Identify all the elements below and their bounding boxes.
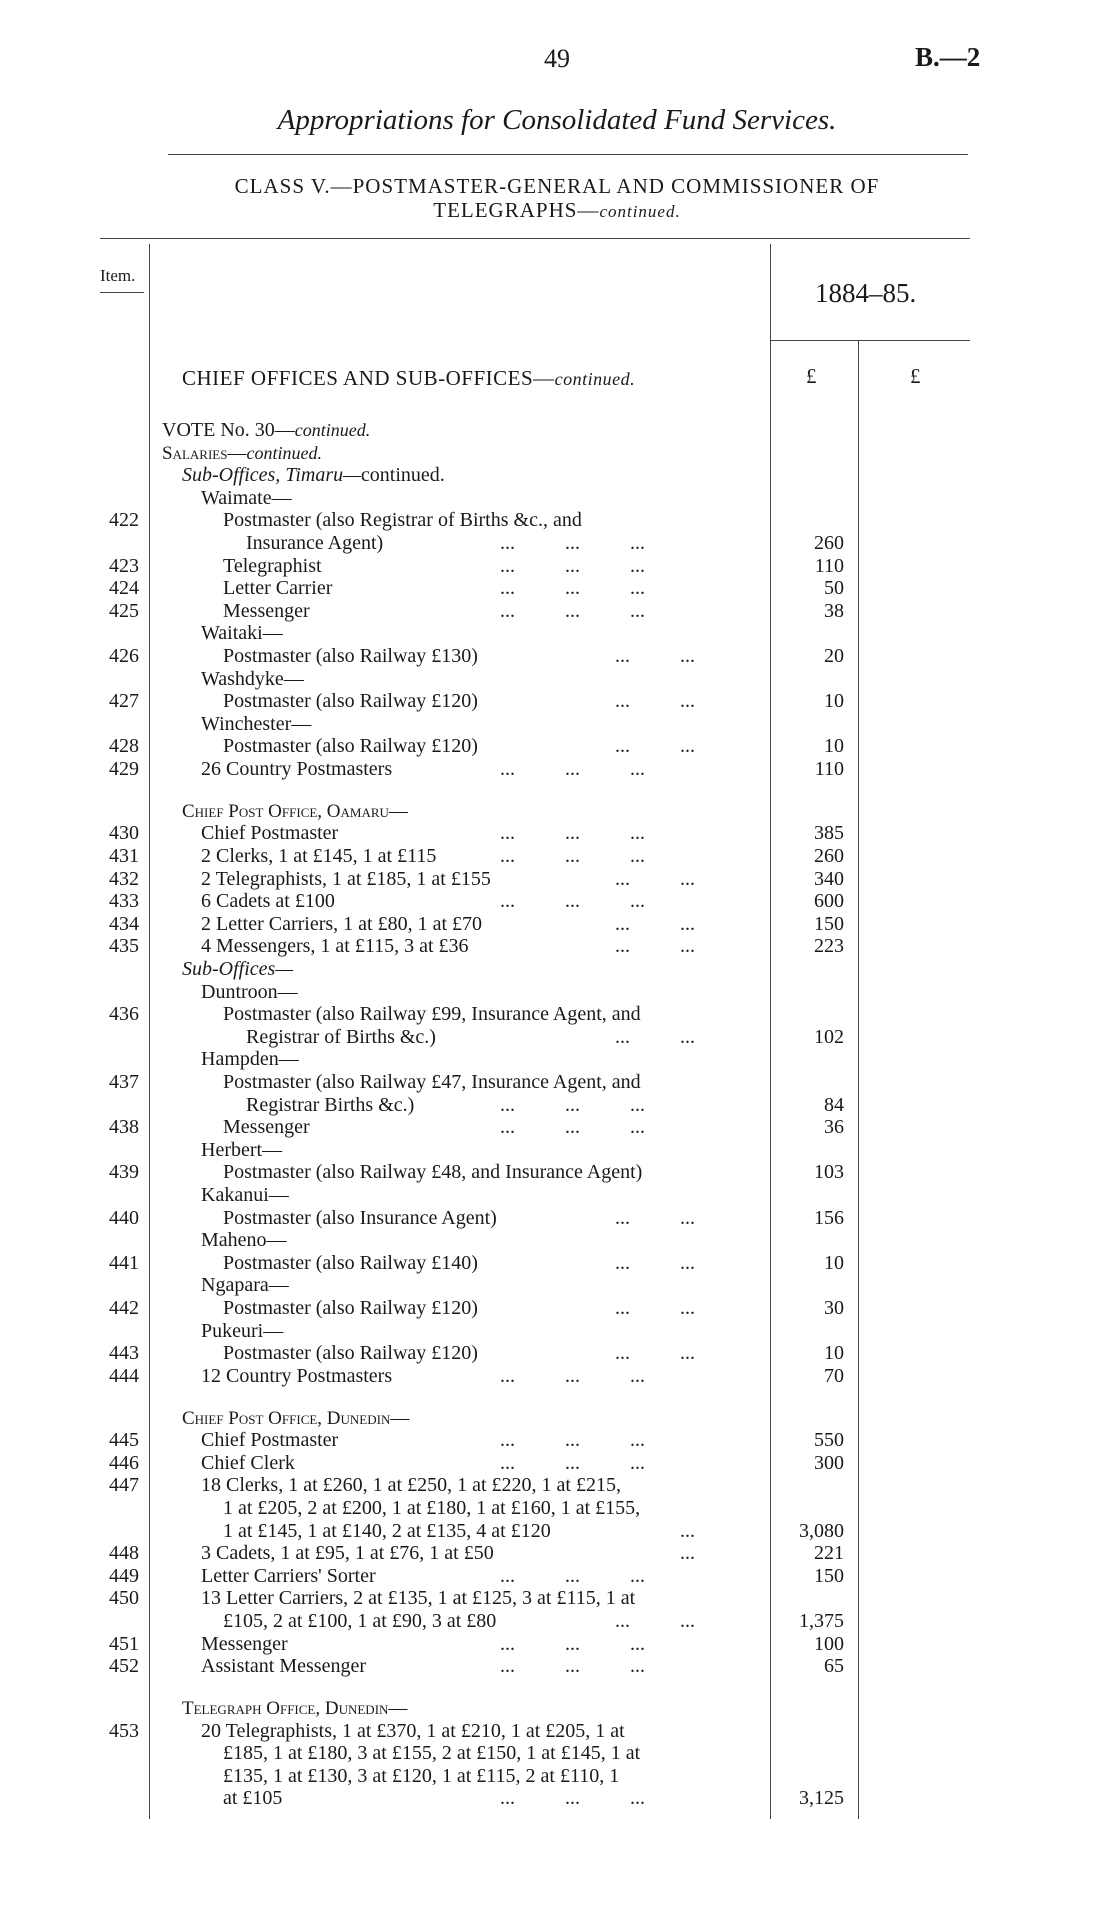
row-description bbox=[223, 1765, 619, 1787]
leader-dots: ... ... ... bbox=[500, 1787, 645, 1810]
table-row bbox=[0, 1720, 1114, 1742]
row-description bbox=[201, 668, 304, 690]
item-number: 428 bbox=[109, 735, 139, 758]
table-row bbox=[0, 1787, 1114, 1809]
row-description bbox=[223, 1497, 640, 1519]
amount-value: 10 bbox=[824, 1251, 844, 1274]
row-description bbox=[201, 1274, 289, 1296]
item-number: 442 bbox=[109, 1297, 139, 1319]
amount-value: 3,080 bbox=[799, 1519, 844, 1542]
section-heading-main: CHIEF OFFICES AND SUB-OFFICES— bbox=[182, 366, 555, 390]
row-description-text: Letter Carriers' Sorter bbox=[201, 1564, 376, 1587]
row-description-text: Postmaster (also Railway £99, Insurance Agent, and bbox=[223, 1003, 641, 1026]
amount-value: 10 bbox=[824, 735, 844, 758]
table-row bbox=[0, 1229, 1114, 1251]
row-description-text: 13 Letter Carriers, 2 at £135, 1 at £125, 3 at £115, 1 at bbox=[201, 1587, 636, 1610]
row-description-text: Telegraphist bbox=[223, 554, 322, 577]
amount-value: 385 bbox=[814, 822, 844, 845]
leader-dots: ... ... bbox=[500, 867, 695, 890]
amount-value: 70 bbox=[824, 1364, 844, 1387]
row-description-text: Chief Postmaster bbox=[201, 822, 339, 845]
row-description-text: Postmaster (also Insurance Agent) bbox=[223, 1206, 497, 1229]
row-description-text: at £105 bbox=[223, 1787, 283, 1810]
amount-value: 110 bbox=[814, 554, 844, 577]
table-row bbox=[0, 981, 1114, 1003]
table-row bbox=[0, 1026, 1114, 1048]
item-number: 448 bbox=[109, 1542, 139, 1565]
row-description-text: Insurance Agent) bbox=[246, 532, 384, 554]
item-number: 451 bbox=[109, 1632, 139, 1655]
row-description-text: Duntroon— bbox=[201, 980, 298, 1003]
table-row bbox=[0, 1697, 1114, 1719]
table-row bbox=[0, 1320, 1114, 1342]
table-row bbox=[0, 1048, 1114, 1070]
row-description-continued: continued. bbox=[294, 420, 371, 440]
leader-dots: ... ... ... bbox=[500, 577, 645, 600]
row-description bbox=[223, 1742, 640, 1764]
item-number: 437 bbox=[109, 1071, 139, 1093]
row-description bbox=[246, 532, 383, 554]
row-description-text: Assistant Messenger bbox=[201, 1655, 366, 1678]
table-row bbox=[0, 1565, 1114, 1587]
amount-value: 260 bbox=[814, 532, 844, 554]
class-heading-main: TELEGRAPHS— bbox=[433, 198, 600, 222]
section-heading bbox=[182, 366, 635, 391]
leader-dots: ... ... ... bbox=[500, 890, 645, 913]
item-number: 422 bbox=[109, 509, 139, 532]
row-description-text: Messenger bbox=[201, 1632, 288, 1655]
row-description-text: Telegraph Office, Dunedin— bbox=[182, 1698, 408, 1720]
row-description-text: Postmaster (also Railway £120) bbox=[223, 1297, 478, 1319]
amount-value: 36 bbox=[824, 1116, 844, 1139]
table-row bbox=[0, 1116, 1114, 1138]
row-description bbox=[201, 1139, 282, 1161]
item-number: 435 bbox=[109, 935, 139, 958]
pound-symbol-b: £ bbox=[910, 364, 921, 388]
table-row bbox=[0, 758, 1114, 780]
amount-value: 600 bbox=[814, 890, 844, 913]
table-row bbox=[0, 913, 1114, 935]
leader-dots: ... ... ... bbox=[500, 1429, 645, 1452]
row-description bbox=[201, 622, 283, 644]
row-description-text: Pukeuri— bbox=[201, 1319, 284, 1342]
row-description bbox=[201, 758, 392, 780]
amount-value: 300 bbox=[814, 1451, 844, 1474]
amount-value: 102 bbox=[814, 1025, 844, 1048]
item-number: 431 bbox=[109, 845, 139, 867]
item-number: 446 bbox=[109, 1451, 139, 1474]
row-description-text: 20 Telegraphists, 1 at £370, 1 at £210, 1 at £205, 1 at bbox=[201, 1719, 625, 1742]
row-description bbox=[201, 713, 311, 735]
amount-value: 103 bbox=[814, 1161, 844, 1184]
leader-dots: ... ... bbox=[500, 1342, 695, 1365]
row-description bbox=[201, 1184, 289, 1206]
row-description bbox=[182, 958, 293, 980]
table-row bbox=[0, 1633, 1114, 1655]
row-description-text: 26 Country Postmasters bbox=[201, 758, 393, 780]
amount-value: 10 bbox=[824, 1342, 844, 1365]
row-description bbox=[223, 1003, 641, 1025]
row-description bbox=[201, 1452, 295, 1474]
row-description-text: 1 at £205, 2 at £200, 1 at £180, 1 at £160, 1 at £155, bbox=[223, 1497, 641, 1520]
row-description bbox=[201, 1048, 299, 1070]
section-heading-cont: continued. bbox=[554, 369, 636, 389]
table-row bbox=[0, 1365, 1114, 1387]
table-row bbox=[0, 1765, 1114, 1787]
leader-dots: ... ... ... bbox=[500, 1116, 645, 1139]
item-number: 443 bbox=[109, 1342, 139, 1365]
item-column-header: Item. bbox=[100, 266, 136, 285]
table-row bbox=[0, 1252, 1114, 1274]
row-description-text: Postmaster (also Railway £140) bbox=[223, 1251, 478, 1274]
amount-value: 30 bbox=[824, 1297, 844, 1319]
row-description bbox=[162, 419, 370, 441]
table-row bbox=[0, 822, 1114, 844]
table-top-rule bbox=[100, 238, 970, 239]
leader-dots: ... ... ... bbox=[500, 1451, 645, 1474]
table-row bbox=[0, 509, 1114, 531]
row-description-text: Sub-Offices— bbox=[182, 958, 294, 980]
row-description-text: 4 Messengers, 1 at £115, 3 at £36 bbox=[201, 935, 469, 958]
amount-value: 223 bbox=[814, 935, 844, 958]
item-number: 440 bbox=[109, 1206, 139, 1229]
row-description-text: Registrar Births &c.) bbox=[246, 1093, 415, 1116]
amount-value: 221 bbox=[814, 1542, 844, 1565]
leader-dots: ... ... bbox=[500, 1206, 695, 1229]
leader-dots: ... ... bbox=[500, 690, 695, 713]
table-row bbox=[0, 1587, 1114, 1609]
row-description bbox=[223, 509, 582, 531]
row-description-text: VOTE No. 30— bbox=[162, 419, 295, 441]
year-column-header: 1884–85. bbox=[815, 278, 917, 308]
top-rule bbox=[168, 154, 968, 155]
table-row bbox=[0, 1742, 1114, 1764]
amount-value: 84 bbox=[824, 1093, 844, 1116]
leader-dots: ... ... ... bbox=[500, 845, 645, 867]
row-description bbox=[201, 1229, 287, 1251]
amount-value: 100 bbox=[814, 1632, 844, 1655]
table-row bbox=[0, 1161, 1114, 1183]
table-row bbox=[0, 668, 1114, 690]
row-description-text: £135, 1 at £130, 3 at £120, 1 at £115, 2 at £110, 1 bbox=[223, 1764, 620, 1787]
row-description bbox=[223, 645, 478, 667]
table-row bbox=[0, 1003, 1114, 1025]
leader-dots: ... bbox=[500, 1519, 695, 1542]
table-row bbox=[0, 1474, 1114, 1496]
row-description-text: Letter Carrier bbox=[223, 577, 333, 600]
leader-dots: ... ... ... bbox=[500, 1632, 645, 1655]
row-description bbox=[182, 1407, 409, 1430]
table-row bbox=[0, 1407, 1114, 1429]
row-description bbox=[201, 1474, 621, 1496]
row-description bbox=[223, 1787, 282, 1809]
row-description-text: 18 Clerks, 1 at £260, 1 at £250, 1 at £220, 1 at £215, bbox=[201, 1474, 621, 1497]
table-row bbox=[0, 645, 1114, 667]
leader-dots: ... ... ... bbox=[500, 1093, 645, 1116]
row-description bbox=[223, 1297, 478, 1319]
item-number: 426 bbox=[109, 645, 139, 667]
table-row bbox=[0, 577, 1114, 599]
row-description-text: 12 Country Postmasters bbox=[201, 1364, 393, 1387]
row-description-text: Postmaster (also Registrar of Births &c., and bbox=[223, 509, 582, 532]
row-description-text: Postmaster (also Railway £48, and Insurance Agent) bbox=[223, 1161, 643, 1184]
row-description bbox=[201, 1365, 392, 1387]
row-description-text: Maheno— bbox=[201, 1229, 287, 1252]
amount-value: 65 bbox=[824, 1655, 844, 1678]
table-row bbox=[0, 690, 1114, 712]
row-description bbox=[246, 1094, 414, 1116]
table-row bbox=[0, 1497, 1114, 1519]
row-description-text: 3 Cadets, 1 at £95, 1 at £76, 1 at £50 bbox=[201, 1542, 494, 1565]
row-description-text: Washdyke— bbox=[201, 667, 304, 690]
item-number: 423 bbox=[109, 554, 139, 577]
amount-value: 50 bbox=[824, 577, 844, 600]
row-description-text: 6 Cadets at £100 bbox=[201, 890, 335, 913]
row-description bbox=[201, 1320, 283, 1342]
page-reference: B.—2 bbox=[915, 42, 981, 72]
row-description bbox=[201, 913, 482, 935]
table-row bbox=[0, 1655, 1114, 1677]
leader-dots: ... ... ... bbox=[500, 532, 645, 554]
class-heading-cont: continued. bbox=[599, 202, 681, 221]
item-number: 436 bbox=[109, 1003, 139, 1026]
row-description bbox=[223, 555, 322, 577]
row-description-text: Postmaster (also Railway £130) bbox=[223, 645, 478, 667]
row-description bbox=[201, 1655, 366, 1677]
amount-value: 156 bbox=[814, 1206, 844, 1229]
row-description-text: 2 Clerks, 1 at £145, 1 at £115 bbox=[201, 845, 437, 867]
amount-value: 110 bbox=[814, 758, 844, 780]
item-number: 432 bbox=[109, 867, 139, 890]
amount-value: 20 bbox=[824, 645, 844, 667]
leader-dots: ... ... ... bbox=[500, 1564, 645, 1587]
row-description bbox=[201, 1542, 494, 1564]
table-row bbox=[0, 1429, 1114, 1451]
row-description-text: 2 Letter Carriers, 1 at £80, 1 at £70 bbox=[201, 912, 483, 935]
leader-dots: ... ... ... bbox=[500, 1364, 645, 1387]
row-description-text: Kakanui— bbox=[201, 1184, 289, 1206]
class-heading-line2 bbox=[0, 198, 1114, 223]
amount-value: 150 bbox=[814, 912, 844, 935]
row-description bbox=[201, 1429, 338, 1451]
item-header-rule bbox=[100, 292, 144, 293]
leader-dots: ... ... bbox=[500, 1297, 695, 1319]
row-description-text: Chief Clerk bbox=[201, 1451, 295, 1474]
leader-dots: ... ... bbox=[500, 645, 695, 667]
row-description-text: Salaries— bbox=[162, 442, 247, 464]
row-description-continued: continued. bbox=[360, 464, 445, 487]
row-description bbox=[246, 1026, 436, 1048]
table-row bbox=[0, 845, 1114, 867]
row-description bbox=[201, 890, 335, 912]
row-description bbox=[201, 1633, 288, 1655]
item-number: 425 bbox=[109, 599, 139, 622]
row-description-text: Messenger bbox=[223, 1116, 310, 1139]
leader-dots: ... ... bbox=[500, 935, 695, 958]
row-description-text: Postmaster (also Railway £120) bbox=[223, 690, 478, 713]
leader-dots: ... ... bbox=[500, 912, 695, 935]
table-row bbox=[0, 868, 1114, 890]
leader-dots: ... ... bbox=[500, 1025, 695, 1048]
row-description bbox=[201, 868, 491, 890]
leader-dots: ... ... ... bbox=[500, 599, 645, 622]
row-description bbox=[201, 1587, 635, 1609]
row-description-text: Hampden— bbox=[201, 1048, 299, 1071]
item-number: 439 bbox=[109, 1161, 139, 1184]
item-number: 449 bbox=[109, 1564, 139, 1587]
row-description bbox=[223, 735, 478, 757]
row-description-text: £105, 2 at £100, 1 at £90, 3 at £80 bbox=[223, 1610, 497, 1633]
leader-dots: ... ... ... bbox=[500, 822, 645, 845]
item-number: 433 bbox=[109, 890, 139, 913]
table-row bbox=[0, 1184, 1114, 1206]
row-description-text: Waimate— bbox=[201, 486, 292, 509]
row-description bbox=[201, 935, 469, 957]
amount-value: 3,125 bbox=[799, 1787, 844, 1810]
row-description-text: Messenger bbox=[223, 599, 310, 622]
table-row bbox=[0, 1071, 1114, 1093]
row-description bbox=[223, 1116, 310, 1138]
table-row bbox=[0, 1094, 1114, 1116]
row-description bbox=[223, 1252, 478, 1274]
table-row bbox=[0, 1274, 1114, 1296]
table-row bbox=[0, 1542, 1114, 1564]
table-row bbox=[0, 713, 1114, 735]
page-number: 49 bbox=[544, 44, 570, 73]
item-number: 447 bbox=[109, 1474, 139, 1497]
amount-value: 260 bbox=[814, 845, 844, 867]
table-row bbox=[0, 487, 1114, 509]
table-row bbox=[0, 464, 1114, 486]
row-description bbox=[182, 464, 445, 486]
row-description bbox=[223, 1342, 478, 1364]
amount-value: 10 bbox=[824, 690, 844, 713]
table-row bbox=[0, 890, 1114, 912]
row-description-text: 1 at £145, 1 at £140, 2 at £135, 4 at £120 bbox=[223, 1519, 551, 1542]
leader-dots: ... ... bbox=[500, 1251, 695, 1274]
year-header-rule bbox=[770, 340, 970, 341]
table-row bbox=[0, 622, 1114, 644]
item-number: 430 bbox=[109, 822, 139, 845]
table-row bbox=[0, 555, 1114, 577]
item-number: 450 bbox=[109, 1587, 139, 1610]
amount-value: 1,375 bbox=[799, 1610, 844, 1633]
row-description-text: Postmaster (also Railway £47, Insurance Agent, and bbox=[223, 1071, 641, 1093]
amount-value: 150 bbox=[814, 1564, 844, 1587]
row-description-continued: continued. bbox=[246, 442, 322, 463]
amount-value: 38 bbox=[824, 599, 844, 622]
row-description-text: Herbert— bbox=[201, 1138, 283, 1161]
table-row bbox=[0, 800, 1114, 822]
table-row bbox=[0, 419, 1114, 441]
row-description-text: Ngapara— bbox=[201, 1274, 289, 1297]
row-description bbox=[223, 690, 478, 712]
item-number: 434 bbox=[109, 912, 139, 935]
leader-dots: ... ... ... bbox=[500, 554, 645, 577]
table-row bbox=[0, 1297, 1114, 1319]
amount-value: 550 bbox=[814, 1429, 844, 1452]
leader-dots: ... bbox=[500, 1542, 695, 1565]
row-description bbox=[162, 442, 322, 465]
table-row bbox=[0, 532, 1114, 554]
amount-value: 340 bbox=[814, 867, 844, 890]
item-number: 453 bbox=[109, 1719, 139, 1742]
table-row bbox=[0, 935, 1114, 957]
table-row bbox=[0, 442, 1114, 464]
row-description bbox=[223, 1207, 497, 1229]
item-number: 445 bbox=[109, 1429, 139, 1452]
row-description-text: £185, 1 at £180, 3 at £155, 2 at £150, 1 at £145, 1 at bbox=[223, 1742, 641, 1765]
table-row bbox=[0, 1520, 1114, 1542]
row-description bbox=[182, 1697, 407, 1720]
table-row bbox=[0, 1139, 1114, 1161]
item-number: 452 bbox=[109, 1655, 139, 1678]
row-description-text: Sub-Offices, Timaru— bbox=[182, 464, 361, 487]
item-number: 424 bbox=[109, 577, 139, 600]
row-description bbox=[223, 1161, 642, 1183]
leader-dots: ... ... ... bbox=[500, 1655, 645, 1678]
pound-symbol-a: £ bbox=[806, 364, 817, 388]
item-number: 427 bbox=[109, 690, 139, 713]
table-row bbox=[0, 1452, 1114, 1474]
row-description-text: Winchester— bbox=[201, 712, 312, 735]
item-number: 429 bbox=[109, 758, 139, 780]
row-description bbox=[201, 487, 292, 509]
row-description bbox=[201, 1565, 376, 1587]
row-description bbox=[223, 1610, 496, 1632]
row-description-text: Chief Postmaster bbox=[201, 1429, 339, 1452]
row-description bbox=[182, 800, 408, 823]
row-description-text: Chief Post Office, Oamaru— bbox=[182, 800, 408, 822]
class-heading-line1: CLASS V.—POSTMASTER-GENERAL AND COMMISSIONER OF bbox=[234, 174, 880, 198]
row-description-text: 2 Telegraphists, 1 at £185, 1 at £155 bbox=[201, 867, 491, 890]
item-number: 438 bbox=[109, 1116, 139, 1139]
leader-dots: ... ... bbox=[500, 735, 695, 758]
row-description-text: Registrar of Births &c.) bbox=[246, 1025, 436, 1048]
row-description bbox=[201, 1720, 625, 1742]
table-row bbox=[0, 735, 1114, 757]
row-description bbox=[223, 1071, 641, 1093]
row-description-text: Waitaki— bbox=[201, 622, 283, 645]
row-description bbox=[223, 577, 332, 599]
leader-dots: ... ... bbox=[500, 1610, 695, 1633]
table-row bbox=[0, 958, 1114, 980]
row-description-text: Chief Post Office, Dunedin— bbox=[182, 1407, 410, 1429]
table-row bbox=[0, 1207, 1114, 1229]
item-number: 444 bbox=[109, 1364, 139, 1387]
table-row bbox=[0, 600, 1114, 622]
item-number: 441 bbox=[109, 1251, 139, 1274]
row-description-text: Postmaster (also Railway £120) bbox=[223, 735, 478, 758]
row-description bbox=[201, 981, 298, 1003]
table-row bbox=[0, 1342, 1114, 1364]
leader-dots: ... ... ... bbox=[500, 758, 645, 780]
row-description bbox=[223, 600, 310, 622]
row-description bbox=[201, 822, 338, 844]
page-title: Appropriations for Consolidated Fund Services. bbox=[277, 104, 837, 136]
table-row bbox=[0, 1610, 1114, 1632]
row-description bbox=[201, 845, 436, 867]
row-description-text: Postmaster (also Railway £120) bbox=[223, 1342, 478, 1365]
